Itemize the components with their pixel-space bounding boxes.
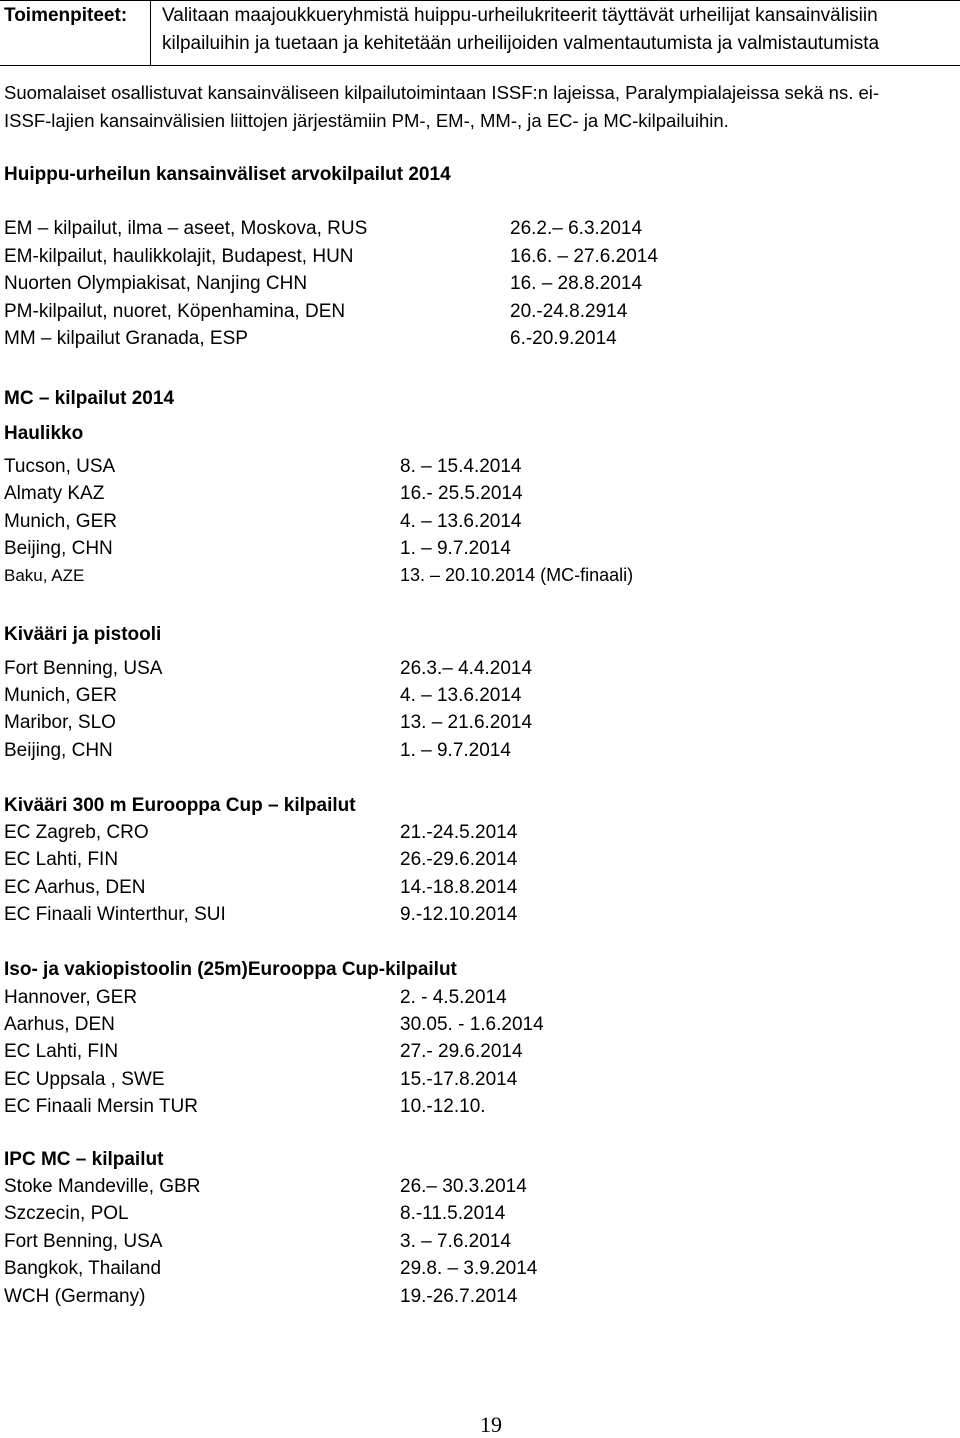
list-item-name: EC Finaali Mersin TUR [4, 1096, 198, 1117]
list-item-date: 10.-12.10. [400, 1096, 486, 1117]
list-item-date: 1. – 9.7.2014 [400, 740, 511, 761]
list-item-name: Hannover, GER [4, 987, 138, 1008]
list-item-name: Fort Benning, USA [4, 658, 163, 679]
list-item-name: EM – kilpailut, ilma – aseet, Moskova, RUS [4, 218, 368, 239]
list-item-name: EC Uppsala , SWE [4, 1069, 165, 1090]
header-line-1: Valitaan maajoukkueryhmistä huippu-urheilukriteerit täyttävät urheilijat kansainvälisiin [162, 5, 878, 26]
mc-subheading: Haulikko [4, 423, 84, 444]
list-item-date: 26.-29.6.2014 [400, 849, 518, 870]
list-item-name: EC Aarhus, DEN [4, 877, 146, 898]
arvo-heading: Huippu-urheilun kansainväliset arvokilpailut 2014 [4, 164, 451, 185]
list-item-name: EC Finaali Winterthur, SUI [4, 904, 226, 925]
list-item-name: Munich, GER [4, 511, 117, 532]
list-item-date: 15.-17.8.2014 [400, 1069, 518, 1090]
list-item-date: 20.-24.8.2914 [510, 301, 628, 322]
list-item-name: Nuorten Olympiakisat, Nanjing CHN [4, 273, 308, 294]
list-item-name: EC Lahti, FIN [4, 1041, 119, 1062]
list-item-date: 14.-18.8.2014 [400, 877, 518, 898]
list-item-date: 16.6. – 27.6.2014 [510, 246, 658, 267]
list-item-name: EC Zagreb, CRO [4, 822, 149, 843]
list-item-date: 4. – 13.6.2014 [400, 511, 522, 532]
list-item-name: Beijing, CHN [4, 538, 113, 559]
list-item-name: EM-kilpailut, haulikkolajit, Budapest, HUN [4, 246, 354, 267]
list-item-date: 30.05. - 1.6.2014 [400, 1014, 544, 1035]
list-item-date: 16.- 25.5.2014 [400, 483, 523, 504]
list-item-date: 2. - 4.5.2014 [400, 987, 507, 1008]
list-item-date: 9.-12.10.2014 [400, 904, 518, 925]
list-item-name: WCH (Germany) [4, 1286, 146, 1307]
kivaari-heading: Kivääri ja pistooli [4, 624, 162, 645]
header-line-2: kilpailuihin ja tuetaan ja kehitetään urheilijoiden valmentautumista ja valmistautumista [162, 33, 880, 54]
list-item-date: 1. – 9.7.2014 [400, 538, 511, 559]
header-label: Toimenpiteet: [4, 5, 128, 26]
list-item-name: Tucson, USA [4, 456, 116, 477]
list-item-date: 6.-20.9.2014 [510, 328, 617, 349]
list-item-name: Stoke Mandeville, GBR [4, 1176, 201, 1197]
list-item-date: 21.-24.5.2014 [400, 822, 518, 843]
list-item-date: 26.3.– 4.4.2014 [400, 658, 533, 679]
list-item-date: 26.– 30.3.2014 [400, 1176, 527, 1197]
list-item-date: 29.8. – 3.9.2014 [400, 1258, 538, 1279]
list-item-name: Fort Benning, USA [4, 1231, 163, 1252]
list-item-name: Munich, GER [4, 685, 117, 706]
list-item-name: EC Lahti, FIN [4, 849, 119, 870]
list-item-name: Almaty KAZ [4, 483, 105, 504]
k300-heading: Kivääri 300 m Eurooppa Cup – kilpailut [4, 795, 356, 816]
intro-line-2: ISSF-lajien kansainvälisien liittojen järjestämiin PM-, EM-, MM-, ja EC- ja MC-kilpailuihin. [4, 110, 729, 131]
intro-line-1: Suomalaiset osallistuvat kansainväliseen kilpailutoimintaan ISSF:n lajeissa, Paralympialajeissa sekä ns. ei- [4, 82, 880, 103]
list-item-date: 4. – 13.6.2014 [400, 685, 522, 706]
list-item-date: 8.-11.5.2014 [400, 1203, 506, 1224]
list-item-date: 27.- 29.6.2014 [400, 1041, 523, 1062]
page-number: 19 [480, 1412, 502, 1437]
list-item-date: 8. – 15.4.2014 [400, 456, 522, 477]
list-item-date: 19.-26.7.2014 [400, 1286, 518, 1307]
list-item-date: 26.2.– 6.3.2014 [510, 218, 643, 239]
header-table [0, 0, 960, 66]
list-item-date: 13. – 20.10.2014 (MC-finaali) [400, 565, 634, 585]
list-item-name: Szczecin, POL [4, 1203, 129, 1224]
list-item-date: 16. – 28.8.2014 [510, 273, 643, 294]
list-item-date: 3. – 7.6.2014 [400, 1231, 511, 1252]
mc-heading: MC – kilpailut 2014 [4, 388, 175, 409]
list-item-name: PM-kilpailut, nuoret, Köpenhamina, DEN [4, 301, 346, 322]
list-item-name: Maribor, SLO [4, 712, 116, 733]
ipc-heading: IPC MC – kilpailut [4, 1149, 164, 1170]
list-item-name: Aarhus, DEN [4, 1014, 115, 1035]
list-item-name: Baku, AZE [4, 566, 85, 585]
iso-heading: Iso- ja vakiopistoolin (25m)Eurooppa Cup-kilpailut [4, 959, 457, 980]
list-item-name: Bangkok, Thailand [4, 1258, 162, 1279]
list-item-date: 13. – 21.6.2014 [400, 712, 533, 733]
table-divider [150, 1, 151, 65]
list-item-name: Beijing, CHN [4, 740, 113, 761]
list-item-name: MM – kilpailut Granada, ESP [4, 328, 248, 349]
